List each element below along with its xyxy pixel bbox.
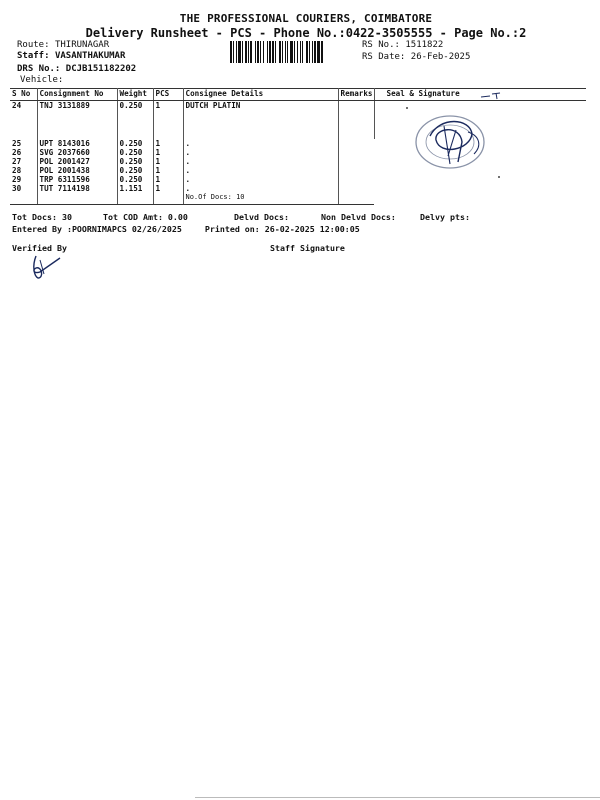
cell-weight: 0.250: [117, 175, 153, 184]
cell-sno: 30: [10, 184, 37, 193]
route-value: THIRUNAGAR: [54, 40, 110, 50]
rs-date-value: 26-Feb-2025: [410, 52, 471, 62]
cell-consignment: TRP 6311596: [37, 175, 117, 184]
delvy-pts: Delvy pts:: [420, 212, 470, 222]
vehicle-label: Vehicle:: [20, 75, 64, 85]
staff-signature-label: Staff Signature: [270, 243, 345, 253]
cell-remarks: [338, 175, 374, 184]
cell-sno: 24: [10, 101, 37, 139]
cell-remarks: [338, 148, 374, 157]
totals-line: [12, 212, 470, 222]
cell-consignee: .: [183, 139, 338, 148]
cell-remarks: [338, 184, 374, 193]
col-weight-header: Weight: [117, 89, 153, 101]
cell-weight: 0.250: [117, 157, 153, 166]
cell-consignment: POL 2001427: [37, 157, 117, 166]
route-line: [17, 40, 109, 50]
cell-weight: 0.250: [117, 101, 153, 139]
bottom-edge-line: [195, 797, 600, 798]
cell-pcs: 1: [153, 184, 183, 193]
delvd-docs: Delvd Docs:: [234, 212, 289, 222]
cell-remarks: [338, 101, 374, 139]
staff-label: Staff:: [17, 51, 50, 61]
cell-remarks: [338, 157, 374, 166]
seal-stamp-image: [400, 106, 500, 178]
drs-value: DCJB151182202: [65, 64, 137, 74]
cell-consignment: SVG 2037660: [37, 148, 117, 157]
cell-consignee: .: [183, 166, 338, 175]
staff-value: VASANTHAKUMAR: [54, 51, 126, 61]
cell-pcs: 1: [153, 157, 183, 166]
route-label: Route:: [17, 40, 50, 50]
tot-docs: Tot Docs: 30: [12, 212, 72, 222]
col-seal-header: Seal & Signature: [374, 89, 586, 101]
cell-sno: 29: [10, 175, 37, 184]
drs-label: DRS No.:: [17, 64, 61, 74]
cell-consignee: .: [183, 184, 338, 193]
verifier-initials-image: [28, 252, 70, 282]
cell-consignment: TUT 7114198: [37, 184, 117, 193]
cell-remarks: [338, 139, 374, 148]
non-delvd-docs: Non Delvd Docs:: [321, 212, 396, 222]
vehicle-line: [20, 75, 63, 85]
col-remarks-header: Remarks: [338, 89, 374, 101]
tot-cod-amt: Tot COD Amt: 0.00: [103, 212, 188, 222]
company-title: THE PROFESSIONAL COURIERS, COIMBATORE: [179, 12, 433, 25]
verified-by-label: Verified By: [12, 243, 67, 253]
runsheet-subtitle: Delivery Runsheet - PCS - Phone No.:0422-3505555 - Page No.:2: [85, 26, 527, 40]
printed-on: Printed on: 26-02-2025 12:00:05: [204, 224, 360, 234]
cell-consignee: .: [183, 157, 338, 166]
cell-sno: 25: [10, 139, 37, 148]
cell-weight: 0.250: [117, 166, 153, 175]
rs-no-line: [362, 40, 443, 50]
cell-weight: 0.250: [117, 148, 153, 157]
col-sno-header: S No: [10, 89, 37, 101]
cell-consignment: POL 2001438: [37, 166, 117, 175]
rs-no-label: RS No.:: [362, 40, 400, 50]
cell-consignment: TNJ 3131889: [37, 101, 117, 139]
cell-pcs: 1: [153, 101, 183, 139]
cell-weight: 1.151: [117, 184, 153, 193]
drs-line: [17, 64, 136, 74]
entered-by: Entered By :POORNIMAPCS 02/26/2025: [12, 224, 182, 234]
cell-remarks: [338, 166, 374, 175]
rs-date-label: RS Date:: [362, 52, 406, 62]
cell-sno: 28: [10, 166, 37, 175]
rs-no-value: 1511822: [405, 40, 444, 50]
entered-line: [12, 224, 360, 234]
cell-pcs: 1: [153, 139, 183, 148]
col-consignment-header: Consignment No: [37, 89, 117, 101]
barcode-image: [230, 41, 355, 63]
signature-mark-image: [480, 90, 502, 100]
cell-sno: 27: [10, 157, 37, 166]
col-consignee-header: Consignee Details: [183, 89, 338, 101]
cell-sno: 26: [10, 148, 37, 157]
col-pcs-header: PCS: [153, 89, 183, 101]
cell-pcs: 1: [153, 166, 183, 175]
cell-consignment: UPT 8143016: [37, 139, 117, 148]
cell-pcs: 1: [153, 175, 183, 184]
cell-pcs: 1: [153, 148, 183, 157]
staff-line: [17, 51, 125, 61]
rs-date-line: [362, 52, 470, 62]
cell-consignee: .: [183, 148, 338, 157]
cell-weight: 0.250: [117, 139, 153, 148]
no-of-docs: No.Of Docs: 10: [183, 193, 338, 205]
cell-consignee: .: [183, 175, 338, 184]
cell-consignee: DUTCH PLATIN: [183, 101, 338, 139]
